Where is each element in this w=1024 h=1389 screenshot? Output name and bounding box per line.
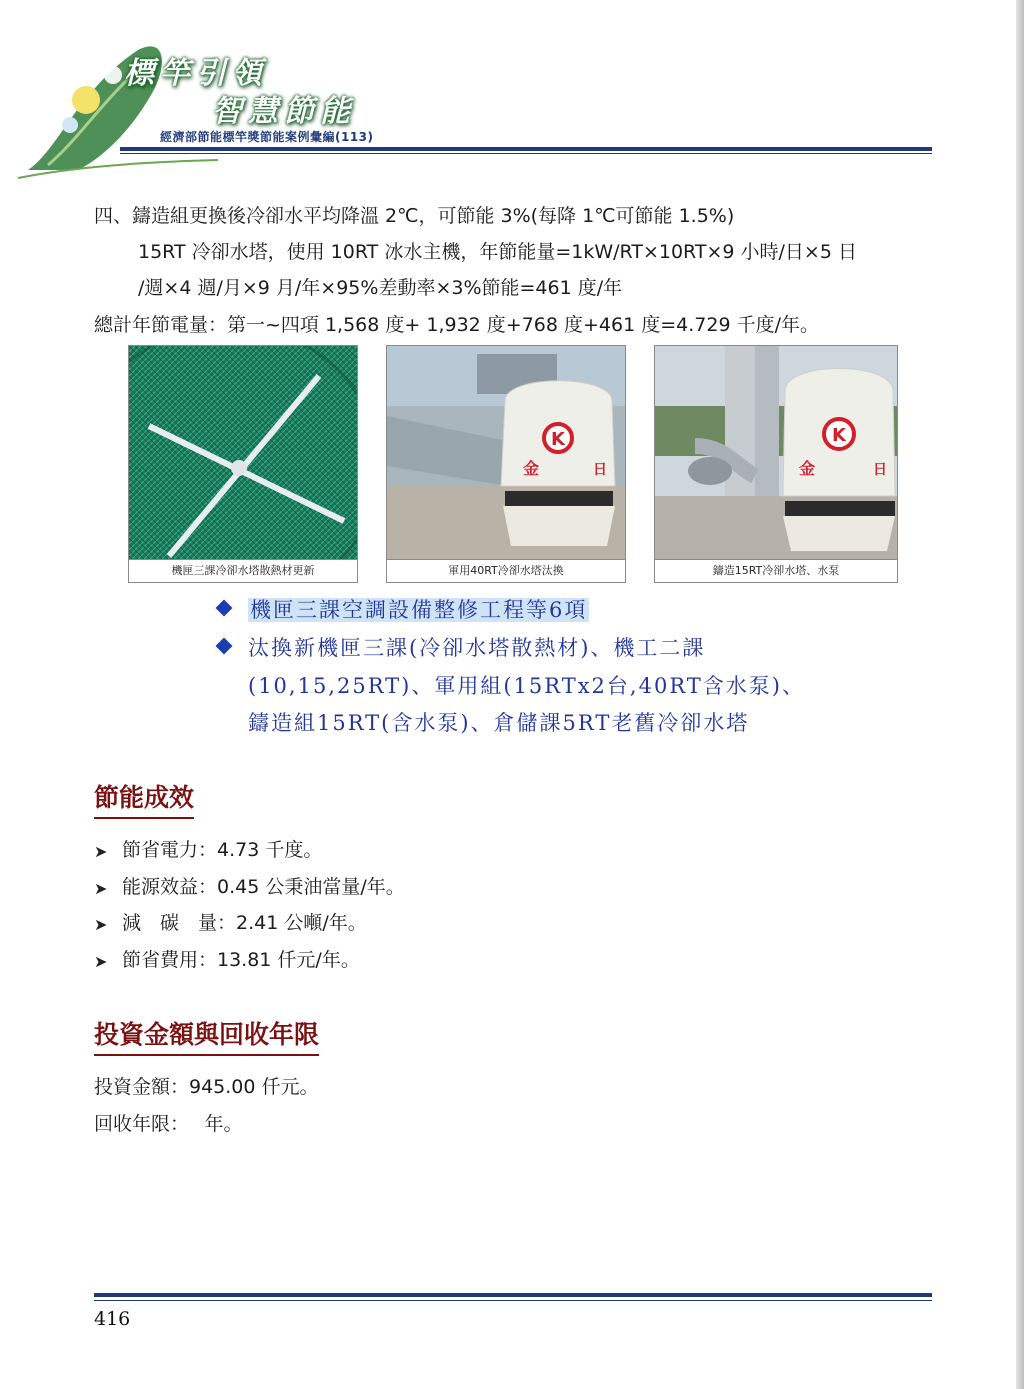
bullet-item-1 [248, 594, 589, 624]
photo-2-caption: 軍用40RT冷卻水塔汰換 [387, 559, 625, 582]
photo-fill-material [128, 345, 358, 583]
savings-item-carbon: 減 碳 量：2.41 公噸/年。 [122, 912, 367, 934]
publication-subtitle: 經濟部節能標竿獎節能案例彙編(113) [160, 130, 374, 144]
cooling-tower-image [387, 346, 625, 560]
tower-char-left: 金 [523, 459, 540, 478]
savings-item-energy: 能源效益：0.45 公秉油當量/年。 [122, 876, 405, 898]
header-rule [120, 147, 932, 151]
photo-1-caption: 機匣三課冷卻水塔散熱材更新 [129, 559, 357, 582]
investment-amount: 投資金額：945.00 仟元。 [94, 1076, 319, 1098]
savings-item-electricity: 節省電力：4.73 千度。 [122, 839, 323, 861]
header-rule-thin [120, 153, 932, 154]
investment-heading: 投資金額與回收年限 [94, 1015, 319, 1056]
svg-text:日: 日 [873, 462, 887, 478]
arrow-right-icon: ➤ [94, 915, 108, 934]
page-edge-shadow [1016, 0, 1024, 1389]
tower-logo-letter: K [551, 429, 565, 450]
footer-rule [94, 1293, 932, 1297]
svg-text:金: 金 [799, 459, 816, 478]
photo-3-caption: 鑄造15RT冷卻水塔、水泵 [655, 559, 897, 582]
photo-casting-tower [654, 345, 898, 583]
page-number: 416 [94, 1308, 131, 1330]
cooling-fill-image [129, 346, 357, 560]
arrow-right-icon: ➤ [94, 952, 108, 971]
logo-title-line-1: 標竿引領 [124, 56, 268, 91]
cooling-tower-pump-image [655, 346, 897, 560]
savings-heading: 節能成效 [94, 778, 194, 819]
bullet-item-2-line-3: 鑄造組15RT(含水泵)、倉儲課5RT老舊冷卻水塔 [248, 711, 750, 735]
bullet-item-2-line-1: 汰換新機匣三課(冷卻水塔散熱材)、機工二課 [248, 636, 706, 660]
tower-char-right: 日 [593, 462, 607, 478]
arrow-right-icon: ➤ [94, 842, 108, 861]
logo-title-line-2: 智慧節能 [212, 94, 356, 129]
arrow-right-icon: ➤ [94, 879, 108, 898]
bullet-item-1-text: 機匣三課空調設備整修工程等6項 [250, 598, 588, 622]
savings-item-cost: 節省費用：13.81 仟元/年。 [122, 949, 360, 971]
footer-rule-thin [94, 1300, 932, 1301]
diamond-icon [216, 600, 233, 617]
diamond-icon [216, 638, 233, 655]
item-4-line-1: 四、鑄造組更換後冷卻水平均降溫 2℃，可節能 3%(每降 1℃可節能 1.5%) [94, 205, 735, 227]
item-4-line-2: 15RT 冷卻水塔，使用 10RT 冰水主機，年節能量=1kW/RT×10RT×9 小時/日×5 日 [138, 241, 857, 263]
svg-text:K: K [832, 425, 846, 446]
item-4-line-3: /週×4 週/月×9 月/年×95%差動率×3%節能=461 度/年 [138, 277, 623, 299]
payback-period: 回收年限： 年。 [94, 1113, 243, 1135]
bullet-item-2-line-2: (10,15,25RT)、軍用組(15RTx2台,40RT含水泵)、 [248, 674, 805, 698]
photo-military-tower [386, 345, 626, 583]
total-savings-line: 總計年節電量：第一~四項 1,568 度+ 1,932 度+768 度+461 度=4.729 千度/年。 [94, 314, 819, 336]
